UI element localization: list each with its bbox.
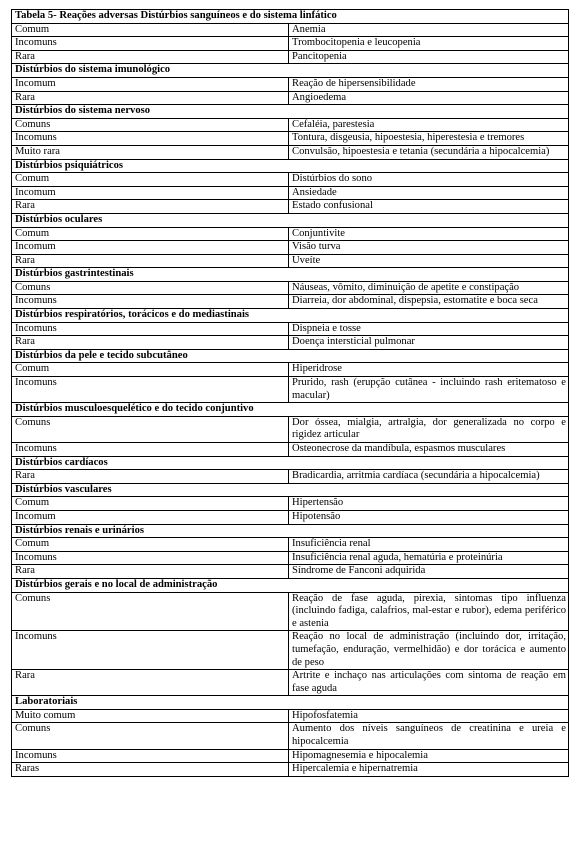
reaction-cell: Hipofosfatemia [289, 709, 569, 723]
table-row [12, 670, 569, 696]
table-title: Tabela 5- Reações adversas Distúrbios sanguíneos e do sistema linfático [12, 10, 569, 24]
section-row [12, 403, 569, 417]
reaction-cell: Estado confusional [289, 200, 569, 214]
reaction-cell: Ansiedade [289, 186, 569, 200]
table-row [12, 50, 569, 64]
reaction-cell: Diarreia, dor abdominal, dispepsia, estomatite e boca seca [289, 295, 569, 309]
reaction-cell: Anemia [289, 23, 569, 37]
table-row [12, 709, 569, 723]
table-row [12, 281, 569, 295]
frequency-cell: Incomuns [12, 631, 289, 670]
table-row [12, 23, 569, 37]
reaction-cell: Tontura, disgeusia, hipoestesia, hiperestesia e tremores [289, 132, 569, 146]
reaction-cell: Dispneia e tosse [289, 322, 569, 336]
frequency-cell: Comum [12, 538, 289, 552]
frequency-cell: Incomuns [12, 443, 289, 457]
table-row [12, 145, 569, 159]
table-row [12, 200, 569, 214]
frequency-cell: Incomum [12, 510, 289, 524]
section-row [12, 309, 569, 323]
table-row [12, 723, 569, 749]
frequency-cell: Incomuns [12, 132, 289, 146]
frequency-cell: Muito rara [12, 145, 289, 159]
reaction-cell: Insuficiência renal aguda, hematúria e proteinúria [289, 551, 569, 565]
table-row [12, 749, 569, 763]
reaction-cell: Aumento dos níveis sanguíneos de creatinina e ureia e hipocalcemia [289, 723, 569, 749]
table-row [12, 416, 569, 442]
table-row [12, 538, 569, 552]
table-row [12, 118, 569, 132]
frequency-cell: Comum [12, 227, 289, 241]
reaction-cell: Náuseas, vômito, diminuição de apetite e constipação [289, 281, 569, 295]
adverse-reactions-table [11, 9, 569, 777]
reaction-cell: Visão turva [289, 241, 569, 255]
table-row [12, 37, 569, 51]
section-row [12, 696, 569, 710]
table-row [12, 592, 569, 631]
section-heading: Distúrbios do sistema imunológico [12, 64, 569, 78]
table-row [12, 322, 569, 336]
table-row [12, 227, 569, 241]
frequency-cell: Comuns [12, 723, 289, 749]
frequency-cell: Incomuns [12, 749, 289, 763]
frequency-cell: Muito comum [12, 709, 289, 723]
frequency-cell: Incomum [12, 241, 289, 255]
section-heading: Distúrbios da pele e tecido subcutâneo [12, 349, 569, 363]
table-row [12, 77, 569, 91]
section-row [12, 349, 569, 363]
frequency-cell: Rara [12, 91, 289, 105]
frequency-cell: Rara [12, 254, 289, 268]
reaction-cell: Insuficiência renal [289, 538, 569, 552]
reaction-cell: Pancitopenia [289, 50, 569, 64]
reaction-cell: Hipertensão [289, 497, 569, 511]
reaction-cell: Doença intersticial pulmonar [289, 336, 569, 350]
reaction-cell: Bradicardia, arritmia cardíaca (secundária a hipocalcemia) [289, 470, 569, 484]
reaction-cell: Reação de fase aguda, pirexia, sintomas tipo influenza (incluindo fadiga, calafrios, mal-estar e rubor), edema periférico e astenia [289, 592, 569, 631]
frequency-cell: Incomuns [12, 37, 289, 51]
frequency-cell: Incomum [12, 186, 289, 200]
reaction-cell: Angioedema [289, 91, 569, 105]
section-row [12, 213, 569, 227]
section-heading: Distúrbios do sistema nervoso [12, 105, 569, 119]
reaction-cell: Reação no local de administração (incluindo dor, irritação, tumefação, enduração, vermelhidão) e dor torácica e aumento de peso [289, 631, 569, 670]
table-body [12, 10, 569, 777]
frequency-cell: Rara [12, 565, 289, 579]
reaction-cell: Hipercalemia e hipernatremia [289, 763, 569, 777]
section-heading: Distúrbios renais e urinários [12, 524, 569, 538]
reaction-cell: Conjuntivite [289, 227, 569, 241]
frequency-cell: Rara [12, 470, 289, 484]
section-row [12, 524, 569, 538]
table-row [12, 91, 569, 105]
reaction-cell: Osteonecrose da mandíbula, espasmos musculares [289, 443, 569, 457]
frequency-cell: Incomuns [12, 295, 289, 309]
table-row [12, 295, 569, 309]
section-heading: Distúrbios gastrintestinais [12, 268, 569, 282]
table-row [12, 763, 569, 777]
frequency-cell: Rara [12, 670, 289, 696]
frequency-cell: Comum [12, 23, 289, 37]
table-row [12, 551, 569, 565]
frequency-cell: Comum [12, 363, 289, 377]
frequency-cell: Incomuns [12, 377, 289, 403]
frequency-cell: Rara [12, 336, 289, 350]
reaction-cell: Prurido, rash (erupção cutânea - incluindo rash eritematoso e macular) [289, 377, 569, 403]
reaction-cell: Hiperidrose [289, 363, 569, 377]
frequency-cell: Rara [12, 200, 289, 214]
table-row [12, 377, 569, 403]
table-row [12, 186, 569, 200]
reaction-cell: Hipomagnesemia e hipocalemia [289, 749, 569, 763]
section-heading: Distúrbios psiquiátricos [12, 159, 569, 173]
table-row [12, 173, 569, 187]
table-row [12, 631, 569, 670]
frequency-cell: Incomum [12, 77, 289, 91]
frequency-cell: Incomuns [12, 551, 289, 565]
section-row [12, 105, 569, 119]
section-row [12, 483, 569, 497]
table-row [12, 470, 569, 484]
table-row [12, 254, 569, 268]
frequency-cell: Incomuns [12, 322, 289, 336]
table-row [12, 497, 569, 511]
section-row [12, 159, 569, 173]
frequency-cell: Comuns [12, 281, 289, 295]
reaction-cell: Síndrome de Fanconi adquirida [289, 565, 569, 579]
table-row [12, 241, 569, 255]
frequency-cell: Comuns [12, 592, 289, 631]
table-row [12, 510, 569, 524]
frequency-cell: Comum [12, 497, 289, 511]
section-row [12, 456, 569, 470]
frequency-cell: Comum [12, 173, 289, 187]
section-heading: Distúrbios respiratórios, torácicos e do mediastinais [12, 309, 569, 323]
table-row [12, 132, 569, 146]
section-heading: Laboratoriais [12, 696, 569, 710]
reaction-cell: Convulsão, hipoestesia e tetania (secundária a hipocalcemia) [289, 145, 569, 159]
table-row [12, 565, 569, 579]
reaction-cell: Reação de hipersensibilidade [289, 77, 569, 91]
section-row [12, 64, 569, 78]
section-row [12, 578, 569, 592]
frequency-cell: Rara [12, 50, 289, 64]
reaction-cell: Uveíte [289, 254, 569, 268]
reaction-cell: Artrite e inchaço nas articulações com sintoma de reação em fase aguda [289, 670, 569, 696]
section-row [12, 268, 569, 282]
section-heading: Distúrbios vasculares [12, 483, 569, 497]
section-heading: Distúrbios oculares [12, 213, 569, 227]
table-row [12, 363, 569, 377]
title-row [12, 10, 569, 24]
table-row [12, 336, 569, 350]
table-row [12, 443, 569, 457]
reaction-cell: Hipotensão [289, 510, 569, 524]
reaction-cell: Distúrbios do sono [289, 173, 569, 187]
section-heading: Distúrbios musculoesquelético e do tecido conjuntivo [12, 403, 569, 417]
reaction-cell: Dor óssea, mialgia, artralgia, dor generalizada no corpo e rigidez articular [289, 416, 569, 442]
reaction-cell: Trombocitopenia e leucopenia [289, 37, 569, 51]
reaction-cell: Cefaléia, parestesia [289, 118, 569, 132]
frequency-cell: Comuns [12, 118, 289, 132]
frequency-cell: Raras [12, 763, 289, 777]
section-heading: Distúrbios gerais e no local de administração [12, 578, 569, 592]
frequency-cell: Comuns [12, 416, 289, 442]
section-heading: Distúrbios cardíacos [12, 456, 569, 470]
